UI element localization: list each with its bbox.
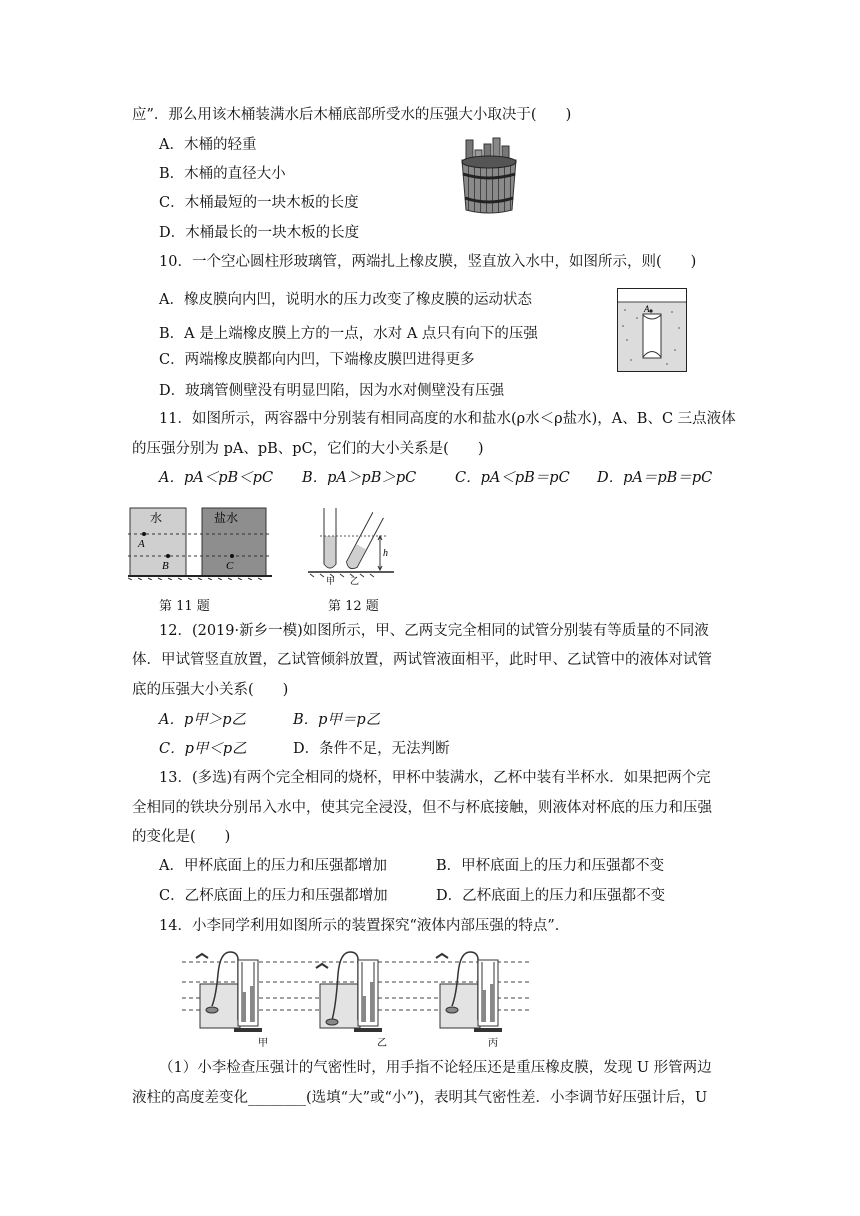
fig11-water-label: 水	[150, 511, 163, 525]
gauge-setup-bing	[436, 952, 502, 1032]
q11-option-d: D．pA＝pB＝pC	[597, 470, 713, 486]
q9-stem-continuation: 应”．那么用该木桶装满水后木桶底部所受水的压强大小取决于( )	[132, 107, 572, 123]
pressure-gauge-apparatus-figure	[182, 946, 530, 1048]
q14-part1-line1: （1）小李检查压强计的气密性时，用手指不论轻压还是重压橡皮膜，发现 U 形管两边	[159, 1060, 712, 1076]
fig11-point-c: C	[226, 560, 234, 572]
q13-stem-line3: 的变化是( )	[132, 829, 231, 845]
q13-option-a: A．甲杯底面上的压力和压强都增加	[159, 858, 387, 874]
q13-option-b: B．甲杯底面上的压力和压强都不变	[436, 858, 665, 874]
q11-caption: 第 11 题	[159, 599, 210, 614]
q14-stem: 14．小李同学利用如图所示的装置探究“液体内部压强的特点”．	[159, 918, 570, 934]
q11-option-a: A．pA＜pB＜pC	[159, 470, 274, 486]
fig11-saltwater-label: 盐水	[214, 511, 239, 525]
fig11-point-a: A	[138, 538, 145, 550]
q9-option-b: B．木桶的直径大小	[159, 166, 286, 182]
fig12-h-label: h	[383, 548, 388, 559]
test-tubes-figure	[306, 504, 396, 586]
q11-stem-line2: 的压强分别为 pA、pB、pC，它们的大小关系是( )	[132, 441, 484, 457]
q11-stem-line1: 11．如图所示，两容器中分别装有相同高度的水和盐水(ρ水＜ρ盐水)，A、B、C 三点液体	[159, 411, 736, 427]
q12-caption: 第 12 题	[328, 599, 379, 614]
fig14-bing-label: 丙	[488, 1038, 498, 1048]
q13-stem-line2: 全相同的铁块分别吊入水中，使其完全浸没，但不与杯底接触，则液体对杯底的压力和压强	[132, 800, 712, 816]
q12-option-c: C．p甲＜p乙	[159, 741, 247, 757]
wooden-bucket-figure	[456, 136, 522, 216]
q9-option-a: A．木桶的轻重	[159, 137, 257, 153]
q10-stem: 10．一个空心圆柱形玻璃管，两端扎上橡皮膜，竖直放入水中，如图所示，则( )	[159, 254, 697, 270]
water-saltwater-containers-figure	[128, 504, 272, 580]
q12-option-d: D．条件不足，无法判断	[293, 741, 450, 757]
fig14-jia-label: 甲	[258, 1038, 268, 1048]
q12-option-b: B．p甲＝p乙	[293, 712, 381, 728]
q11-option-c: C．pA＜pB＝pC	[455, 470, 570, 486]
gauge-setup-jia	[196, 952, 262, 1032]
glass-tube-in-water-figure	[617, 288, 687, 372]
q14-part1-line2: 液柱的高度差变化________(选填“大”或“小”)，表明其气密性差．小李调节好压强计后，U	[132, 1090, 708, 1106]
q13-option-c: C．乙杯底面上的压力和压强都增加	[159, 888, 388, 904]
q12-option-a: A．p甲＞p乙	[159, 712, 247, 728]
gauge-setup-yi	[316, 952, 382, 1032]
q9-option-c: C．木桶最短的一块木板的长度	[159, 195, 359, 211]
q11-option-b: B．pA＞pB＞pC	[302, 470, 417, 486]
fig11-point-b: B	[162, 560, 169, 572]
fig14-yi-label: 乙	[377, 1038, 387, 1048]
q12-stem-line1: 12．(2019·新乡一模)如图所示，甲、乙两支完全相同的试管分别装有等质量的不同液	[159, 623, 709, 639]
q12-stem-line3: 底的压强大小关系( )	[132, 682, 289, 698]
fig12-yi-label: 乙	[350, 576, 360, 586]
q13-option-d: D．乙杯底面上的压力和压强都不变	[436, 888, 666, 904]
q12-stem-line2: 体．甲试管竖直放置，乙试管倾斜放置，两试管液面相平，此时甲、乙试管中的液体对试管	[132, 652, 712, 668]
q9-option-d: D．木桶最长的一块木板的长度	[159, 225, 360, 241]
q13-stem-line1: 13．(多选)有两个完全相同的烧杯，甲杯中装满水，乙杯中装有半杯水．如果把两个完	[159, 770, 711, 786]
q10-option-c: C．两端橡皮膜都向内凹，下端橡皮膜凹进得更多	[159, 352, 475, 368]
fig10-label-a: A	[644, 304, 650, 314]
fig12-jia-label: 甲	[326, 576, 336, 586]
q10-option-b: B．A 是上端橡皮膜上方的一点，水对 A 点只有向下的压强	[159, 326, 538, 342]
q10-option-a: A．橡皮膜向内凹，说明水的压力改变了橡皮膜的运动状态	[159, 292, 532, 308]
q10-option-d: D．玻璃管侧壁没有明显凹陷，因为水对侧壁没有压强	[159, 383, 505, 399]
